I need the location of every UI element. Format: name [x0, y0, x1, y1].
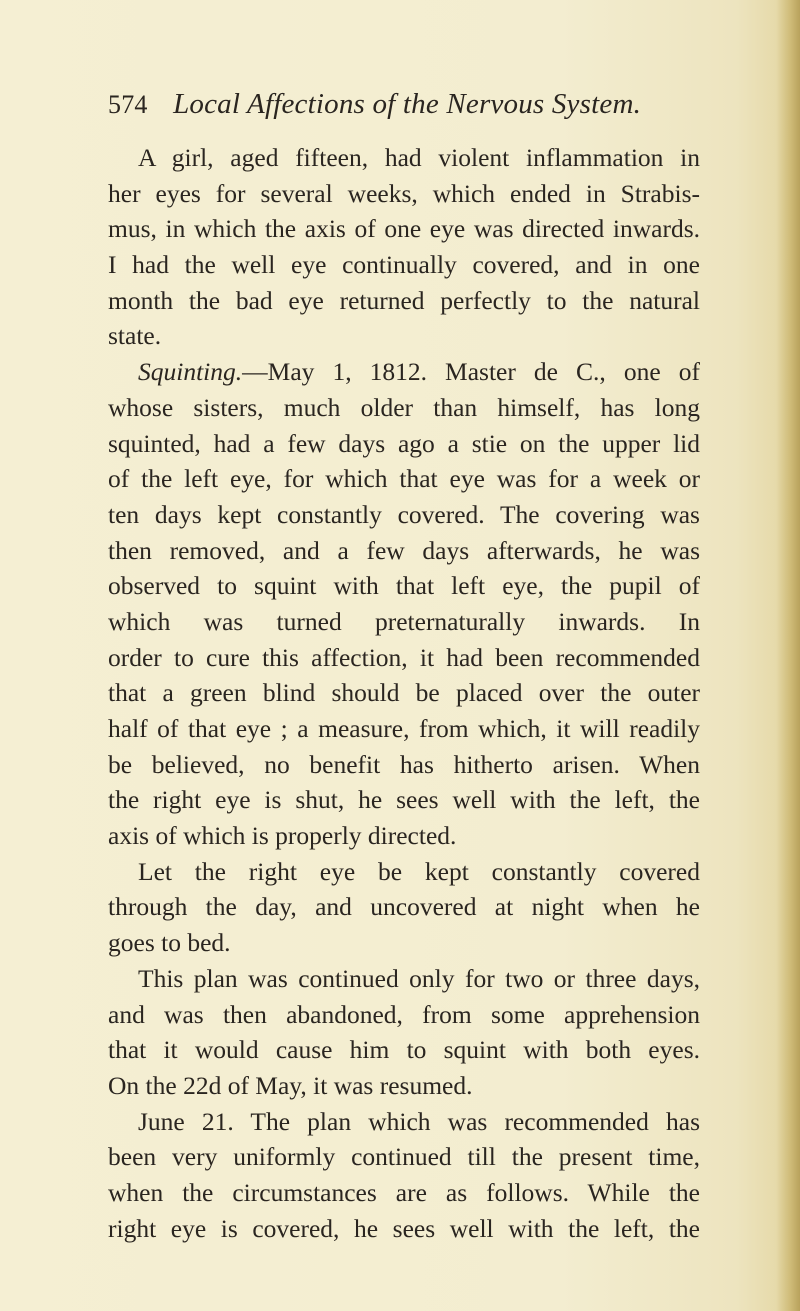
text-line: [108, 1104, 700, 1140]
text-line: [108, 854, 700, 890]
text-line-content: of the left eye, for which that eye was for a week or: [108, 464, 700, 494]
running-title: Local Affections of the Nervous System.: [173, 88, 642, 120]
text-line: [108, 1139, 700, 1175]
text-line: [108, 283, 700, 319]
text-line-content: month the bad eye returned perfectly to the natural: [108, 285, 700, 315]
text-line-content: —May 1, 1812. Master de C., one of: [242, 357, 700, 387]
text-line-content: June 21. The plan which was recommended has: [138, 1106, 700, 1136]
text-line-content: her eyes for several weeks, which ended in Strabis-: [108, 178, 700, 208]
text-line-content: axis of which is properly directed.: [108, 821, 457, 851]
text-line: [108, 818, 700, 854]
text-line-content: On the 22d of May, it was resumed.: [108, 1070, 473, 1100]
text-line: [108, 247, 700, 283]
text-line-content: I had the well eye continually covered, and in one: [108, 250, 700, 280]
text-line: [108, 354, 700, 390]
text-line: [108, 426, 700, 462]
text-line: [108, 997, 700, 1033]
text-line: [108, 140, 700, 176]
text-line-content: been very uniformly continued till the present time,: [108, 1142, 700, 1172]
text-line: [108, 782, 700, 818]
text-line: [108, 925, 700, 961]
text-line-content: mus, in which the axis of one eye was directed inwards.: [108, 214, 700, 244]
text-line-content: then removed, and a few days afterwards, he was: [108, 535, 700, 565]
text-line-content: whose sisters, much older than himself, has long: [108, 392, 700, 422]
text-line: [108, 318, 700, 354]
text-line: [108, 640, 700, 676]
text-line-content: state.: [108, 321, 162, 351]
text-line: [108, 390, 700, 426]
text-line: [108, 961, 700, 997]
text-line-content: the right eye is shut, he sees well with the left, the: [108, 785, 700, 815]
text-line-content: This plan was continued only for two or three days,: [138, 963, 700, 993]
text-line: [108, 889, 700, 925]
text-line-content: Let the right eye be kept constantly covered: [138, 856, 700, 886]
text-line: [108, 747, 700, 783]
text-line: [108, 711, 700, 747]
text-line-content: half of that eye ; a measure, from which, it will readily: [108, 714, 700, 743]
page-edge-shadow: [776, 0, 800, 1311]
text-line-content: order to cure this affection, it had been recommended: [108, 642, 700, 672]
text-line-content: that it would cause him to squint with both eyes.: [108, 1035, 700, 1065]
page-number: 574: [108, 90, 148, 119]
text-line: [108, 533, 700, 569]
body-text: [108, 140, 700, 1246]
text-line-content: which was turned preternaturally inwards. In: [108, 606, 700, 636]
text-line: [108, 1211, 700, 1247]
text-line-content: that a green blind should be placed over the outer: [108, 678, 700, 708]
text-line-content: when the circumstances are as follows. While the: [108, 1177, 700, 1207]
text-line: [108, 675, 700, 711]
section-lead: Squinting.: [138, 357, 243, 387]
text-line-content: squinted, had a few days ago a stie on the upper lid: [108, 428, 700, 458]
running-header: [108, 88, 728, 128]
text-line-content: goes to bed.: [108, 928, 231, 958]
text-line-content: and was then abandoned, from some apprehension: [108, 999, 700, 1029]
text-line: [108, 497, 700, 533]
text-line: [108, 1032, 700, 1068]
text-line: [108, 1068, 700, 1104]
text-line: [108, 604, 700, 640]
text-line: [108, 568, 700, 604]
text-line-content: observed to squint with that left eye, the pupil of: [108, 571, 700, 601]
text-line-content: right eye is covered, he sees well with the left, the: [108, 1213, 700, 1243]
text-line: [108, 211, 700, 247]
text-line-content: A girl, aged fifteen, had violent inflammation in: [138, 143, 700, 172]
text-line-content: ten days kept constantly covered. The covering was: [108, 499, 700, 529]
text-line: [108, 176, 700, 212]
text-line: [108, 461, 700, 497]
text-line-content: be believed, no benefit has hitherto arisen. When: [108, 749, 700, 779]
text-line-content: through the day, and uncovered at night when he: [108, 892, 700, 922]
text-line: [108, 1175, 700, 1211]
